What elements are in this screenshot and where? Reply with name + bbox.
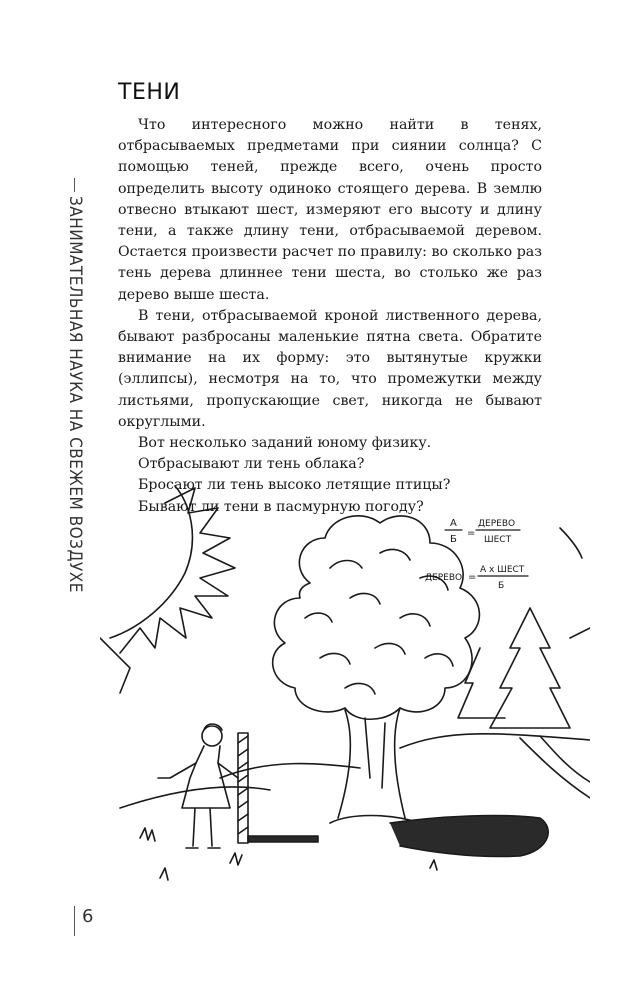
- body-text: [118, 115, 542, 518]
- question-item: Отбрасывают ли тень облака?: [138, 456, 365, 473]
- formula2-eq: =: [468, 572, 477, 583]
- formula1-den: Б: [450, 534, 457, 545]
- formula2-den: Б: [498, 581, 505, 591]
- running-title-text: ЗАНИМАТЕЛЬНАЯ НАУКА НА СВЕЖЕМ ВОЗДУХЕ: [65, 196, 85, 593]
- side-rule-top: [74, 178, 75, 192]
- sky-stroke: [560, 528, 582, 558]
- girl-figure: [158, 724, 238, 848]
- paragraph: Что интересного можно найти в тенях, отбрасываемых предметами при сиянии солнца? С помощью теней, прежде всего, очень просто определить высоту одиноко стоящего дерева. В землю отвесно втыкают шест, измеряют его высоту и длину тени, а также длину тени, отбрасываемой деревом. Остается произвести расчет по правилу: во сколько раз тень дерева длиннее тени шеста, во столько же раз дерево выше шеста.: [118, 117, 542, 303]
- question-item: Бросают ли тень высоко летящие птицы?: [138, 477, 451, 494]
- formula1-num: А: [450, 518, 457, 529]
- question-item: Бывают ли тени в пасмурную погоду?: [138, 498, 424, 515]
- tree-shadow: [390, 816, 548, 857]
- pine-trees: [458, 608, 590, 728]
- paragraph: В тени, отбрасываемой кроной лиственного дерева, бывают разбросаны маленькие пятна света. Обратите внимание на их форму: это вытянутые кружки (эллипсы), несмотря на то, что промежутки между листьями, пропускающие свет, никогда не бывают округлыми.: [118, 307, 542, 430]
- page-number: 6: [82, 906, 94, 927]
- formula-height: [425, 565, 528, 591]
- side-rule-bottom: [74, 906, 75, 936]
- hills: [120, 734, 590, 808]
- formula1-rnum: ДЕРЕВО: [478, 519, 516, 529]
- formula2-num: А х ШЕСТ: [480, 565, 525, 575]
- formula2-left: ДЕРЕВО: [425, 573, 463, 583]
- section-heading: ТЕНИ: [118, 80, 181, 105]
- formula1-rden: ШЕСТ: [484, 535, 512, 545]
- running-title: [55, 196, 95, 886]
- tree-canopy: [273, 516, 480, 719]
- sun-drawing: [100, 486, 235, 693]
- formula-ratio: [445, 518, 520, 545]
- formula1-eq: =: [467, 528, 476, 539]
- illustration-tree-shadow: [100, 478, 590, 898]
- question-intro: Вот несколько заданий юному физику.: [138, 435, 432, 452]
